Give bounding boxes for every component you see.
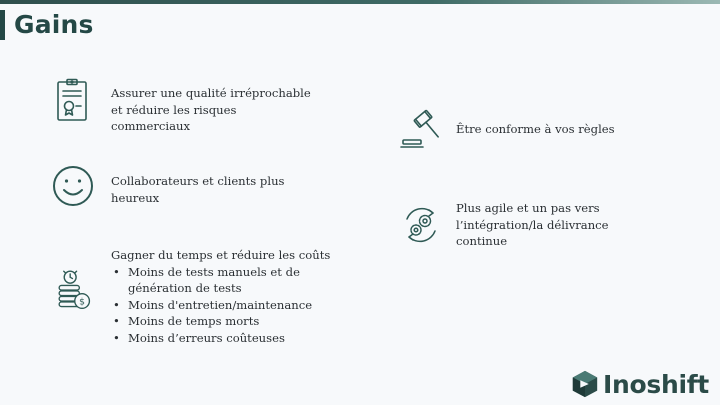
quality-text: Assurer une qualité irréprochable et réduire les risques commerciaux [111, 86, 311, 133]
title-accent-bar [0, 10, 5, 40]
bullet-item: • Moins d’erreurs coûteuses [111, 330, 361, 347]
gears-cycle-icon [399, 203, 443, 247]
certificate-icon [50, 78, 94, 122]
smiley-icon [51, 164, 95, 208]
bullet-item: • Moins de temps morts [111, 313, 361, 330]
time-money-icon [50, 268, 94, 312]
top-accent-bar [0, 0, 720, 4]
compliance-text: Être conforme à vos règles [456, 122, 615, 136]
svg-text:$: $ [79, 296, 85, 308]
gavel-icon [398, 106, 442, 150]
logo-mark-icon [570, 369, 600, 399]
bullet-item: • Moins de tests manuels et de génération de tests [111, 264, 361, 297]
time-cost-block [111, 247, 361, 346]
time-cost-bullets [111, 264, 361, 347]
inoshift-logo [570, 368, 709, 400]
happy-text: Collaborateurs et clients plus heureux [111, 174, 285, 205]
time-cost-heading: Gagner du temps et réduire les coûts [111, 248, 331, 262]
agile-text: Plus agile et un pas vers l’intégration/la délivrance continue [456, 201, 609, 248]
slide-title: Gains [14, 10, 94, 39]
logo-text: Inoshift [603, 369, 709, 399]
bullet-item: • Moins d'entretien/maintenance [111, 297, 361, 314]
